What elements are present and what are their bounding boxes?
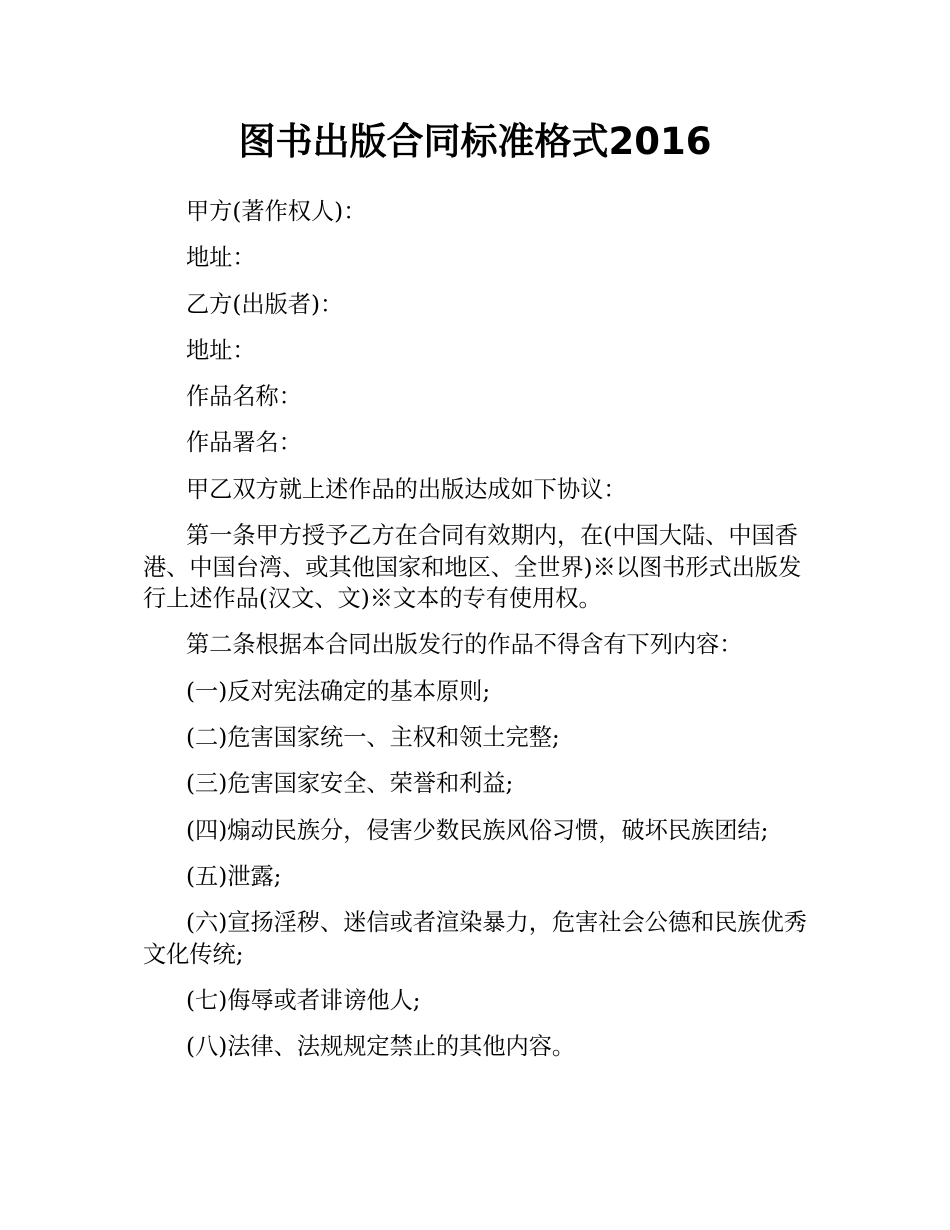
work-byline-line: 作品署名： [186,429,302,457]
article-2-item-8: (八)法律、法规规定禁止的其他内容。 [186,1033,576,1061]
article-2-item-3: (三)危害国家安全、荣誉和利益; [186,770,514,798]
work-title-line: 作品名称： [186,383,302,411]
article-2: 第二条根据本合同出版发行的作品不得含有下列内容： [186,631,743,659]
document-body [143,196,823,1078]
article-2-item-4: (四)煽动民族分，侵害少数民族风俗习惯，破坏民族团结; [186,816,769,844]
article-1: 第一条甲方授予乙方在合同有效期内，在(中国大陆、中国香港、中国台湾、或其他国家和地区、全世界)※以图书形式出版发行上述作品(汉文、文)※文本的专有使用权。 [143,522,802,613]
article-2-item-2: (二)危害国家统一、主权和领土完整; [186,723,560,751]
party-b-line: 乙方(出版者)： [186,290,344,318]
agreement-intro: 甲乙双方就上述作品的出版达成如下协议： [186,475,627,503]
party-b-address-line: 地址： [186,336,256,364]
party-a-line: 甲方(著作权人)： [186,198,367,225]
document-title: 图书出版合同标准格式2016 [238,120,712,163]
article-2-item-5: (五)泄露; [186,862,282,890]
party-a-address-line: 地址： [186,244,256,272]
article-2-item-7: (七)侮辱或者诽谤他人; [186,986,421,1014]
article-2-item-1: (一)反对宪法确定的基本原则; [186,677,491,705]
article-2-item-6: (六)宣扬淫秽、迷信或者渲染暴力，危害社会公德和民族优秀文化传统; [143,909,807,968]
